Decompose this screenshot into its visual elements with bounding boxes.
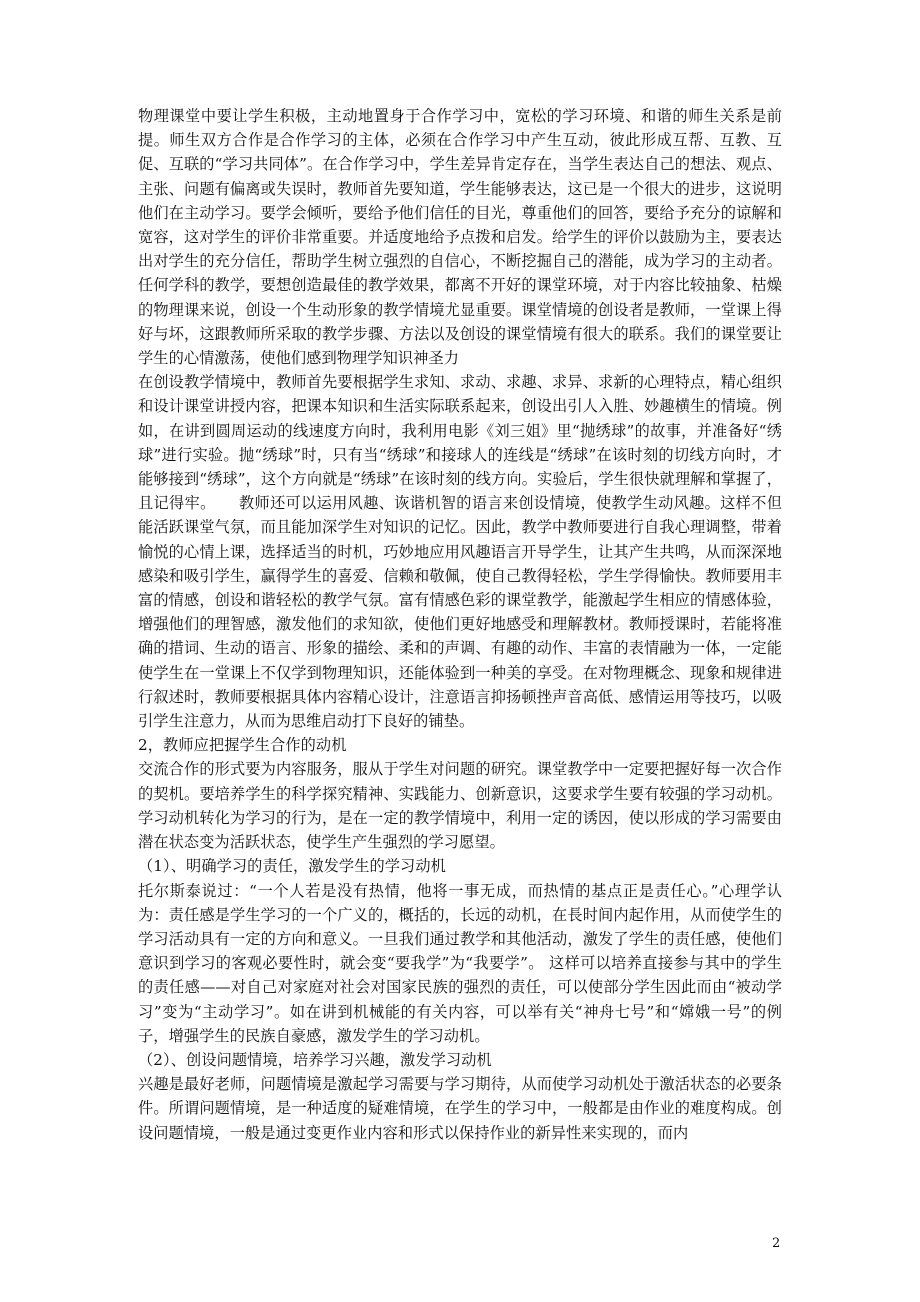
subheading-1: （1）、明确学习的责任，激发学生的学习动机	[138, 857, 446, 876]
body-text	[138, 104, 782, 1145]
paragraph-responsibility: 托尔斯泰说过：“一个人若是没有热情，他将一事无成，而热情的基点正是责任心。”心理学认为：责任感是学生学习的一个广义的，概括的，长远的动机，在長时间内起作用，从而使学生的学习活动具有一定的方向和意义。一旦我们通过教学和其他活动，激发了学生的责任感，使他们意识到学习的客观必要性时，就会变“要我学”为“我要学”。 这样可以培养直接参与其中的学生的责任感——对自己对家庭对社会对国家民族的强烈的责任，可以使部分学生因此而由“被动学习”变为“主动学习”。如在讲到机械能的有关内容，可以举有关“神舟七号”和“嫦娥一号”的例子，增强学生的民族自豪感，激发学生的学习动机。	[138, 881, 782, 1045]
page-number: 2	[772, 1236, 781, 1251]
paragraph-problem-situation: 兴趣是最好老师，问题情境是激起学习需要与学习期待，从而使学习动机处于激活状态的必要条件。所谓问题情境，是一种适度的疑难情境，在学生的学习中，一般都是由作业的难度构成。创设问题情境，一般是通过变更作业内容和形式以保持作业的新异性来实现的，而内	[138, 1075, 782, 1142]
paragraph-learning-motivation: 交流合作的形式要为内容服务，服从于学生对问题的研究。课堂教学中一定要把握好每一次合作的契机。要培养学生的科学探究精神、实践能力、创新意识，这要求学生要有较强的学习动机。学习动机转化为学习的行为，是在一定的教学情境中，利用一定的诱因，使以形成的学习需要由潜在状态变为活跃状态，使学生产生强烈的学习愿望。	[138, 760, 782, 852]
section-heading-2: 2，教师应把握学生合作的动机	[138, 736, 347, 755]
paragraph-cooperative-learning: 物理课堂中要让学生积极，主动地置身于合作学习中，宽松的学习环境、和谐的师生关系是前提。师生双方合作是合作学习的主体，必须在合作学习中产生互动，彼此形成互帮、互教、互促、互联的“学习共同体”。在合作学习中，学生差异肯定存在，当学生表达自己的想法、观点、主张、问题有偏离或失误时，教师首先要知道，学生能够表达，这已是一个很大的进步，这说明他们在主动学习。要学会倾听，要给予他们信任的目光，尊重他们的回答，要给予充分的谅解和宽容，这对学生的评价非常重要。并适度地给予点拨和启发。给学生的评价以鼓励为主，要表达出对学生的充分信任，帮助学生树立强烈的自信心，不断挖掘自己的潜能，成为学习的主动者。任何学科的教学，要想创造最佳的教学效果，都离不开好的课堂环境，对于内容比较抽象、枯燥的物理课来说，创设一个生动形象的教学情境尤显重要。课堂情境的创设者是教师，一堂课上得好与坏，这跟教师所采取的教学步骤、方法以及创设的课堂情境有很大的联系。我们的课堂要让学生的心情激荡，使他们感到物理学知识神圣力	[138, 107, 782, 368]
subheading-2: （2）、创设问题情境，培养学习兴趣，激发学习动机	[138, 1050, 492, 1069]
paragraph-teaching-situation: 在创设教学情境中，教师首先要根据学生求知、求动、求趣、求异、求新的心理特点，精心组织和设计课堂讲授内容，把课本知识和生活实际联系起来，创设出引人入胜、妙趣横生的情境。例如，在讲到圆周运动的线速度方向时，我利用电影《刘三姐》里“抛绣球”的故事，并准备好“绣球”进行实验。抛“绣球”时，只有当“绣球”和接球人的连线是“绣球”在该时刻的切线方向时，才能够接到“绣球”，这个方向就是“绣球”在该时刻的线方向。实验后，学生很快就理解和掌握了，且记得牢。 教师还可以运用风趣、诙谐机智的语言来创设情境，使教学生动风趣。这样不但能活跃课堂气氛，而且能加深学生对知识的记忆。因此，教学中教师要进行自我心理调整，带着愉悦的心情上课，选择适当的时机，巧妙地应用风趣语言开导学生，让其产生共鸣，从而深深地感染和吸引学生，赢得学生的喜爱、信赖和敬佩，使自己教得轻松，学生学得愉快。教师要用丰富的情感，创设和谐轻松的教学气氛。富有情感色彩的课堂教学，能激起学生相应的情感体验，增强他们的理智感，激发他们的求知欲，使他们更好地感受和理解教材。教师授课时，若能将准确的措词、生动的语言、形象的描绘、柔和的声调、有趣的动作、丰富的表情融为一体，一定能使学生在一堂课上不仅学到物理知识，还能体验到一种美的享受。在对物理概念、现象和规律进行叙述时，教师要根据具体内容精心设计，注意语言抑扬顿挫声音高低、感情运用等技巧，以吸引学生注意力，从而为思维启动打下良好的铺垫。	[138, 373, 782, 731]
